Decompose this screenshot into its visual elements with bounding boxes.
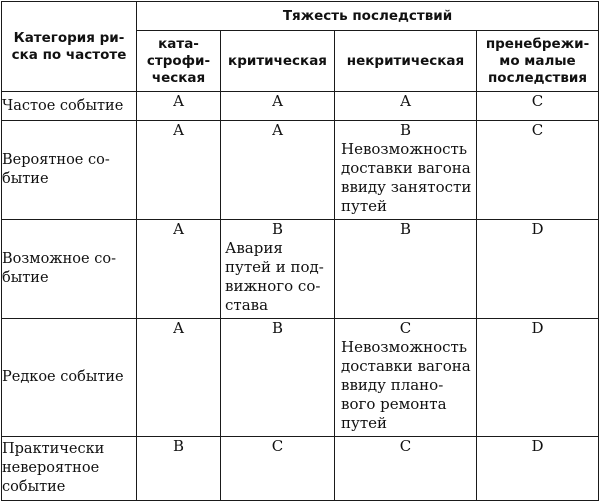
severity-header: Тяжесть последствий — [137, 2, 599, 31]
table-cell — [335, 437, 477, 501]
grade-value: A — [173, 92, 184, 110]
table-row-improbable — [2, 437, 599, 501]
cell-note: Невозможность доставки вагона ввиду занятости путей — [341, 140, 472, 215]
grade-value: D — [531, 319, 544, 337]
row-label: Редкое событие — [2, 319, 137, 437]
header-row-top — [2, 2, 599, 31]
grade-value: D — [531, 437, 544, 455]
grade-value: A — [272, 121, 283, 139]
category-header: Категория ри- ска по частоте — [2, 2, 137, 92]
grade-value: C — [399, 437, 412, 455]
grade-value: C — [271, 437, 284, 455]
grade-value: C — [531, 121, 544, 139]
table-cell — [335, 220, 477, 319]
table-cell — [477, 220, 599, 319]
table-cell — [137, 92, 221, 121]
grade-value: B — [399, 220, 412, 238]
col-header-negligible: пренебрежи- мо малые последствия — [477, 31, 599, 92]
table-cell — [221, 437, 335, 501]
table-cell — [221, 220, 335, 319]
grade-value: B — [271, 319, 284, 337]
grade-value: D — [531, 220, 544, 238]
table-cell — [221, 121, 335, 220]
cell-note: Невозможность доставки вагона ввиду плано- вого ремонта путей — [341, 338, 471, 432]
table-row-rare — [2, 319, 599, 437]
grade-value: B — [172, 437, 185, 455]
table-row-frequent — [2, 92, 599, 121]
table-cell — [137, 319, 221, 437]
table-cell — [221, 92, 335, 121]
table-cell — [137, 437, 221, 501]
risk-matrix-table — [1, 1, 599, 501]
grade-value: A — [173, 319, 184, 337]
table-cell — [335, 319, 477, 437]
grade-value: A — [173, 220, 184, 238]
table-cell — [137, 121, 221, 220]
grade-value: A — [272, 92, 283, 110]
table-cell — [477, 319, 599, 437]
grade-value: B — [399, 121, 412, 139]
col-header-noncritical: некритическая — [335, 31, 477, 92]
table-cell — [477, 121, 599, 220]
table-row-possible — [2, 220, 599, 319]
grade-value: B — [271, 220, 284, 238]
col-header-catastrophic: ката- строфи- ческая — [137, 31, 221, 92]
table-cell — [221, 319, 335, 437]
grade-value: C — [531, 92, 544, 110]
col-header-critical: критическая — [221, 31, 335, 92]
row-label: Практически невероятное событие — [2, 437, 137, 501]
row-label: Частое событие — [2, 92, 137, 121]
row-label: Возможное со- бытие — [2, 220, 137, 319]
table-cell — [335, 121, 477, 220]
grade-value: A — [400, 92, 411, 110]
table-cell — [477, 437, 599, 501]
table-cell — [137, 220, 221, 319]
row-label: Вероятное со- бытие — [2, 121, 137, 220]
grade-value: C — [399, 319, 412, 337]
cell-note: Авария путей и под- вижного со- става — [225, 239, 324, 314]
table-cell — [335, 92, 477, 121]
table-row-probable — [2, 121, 599, 220]
table-cell — [477, 92, 599, 121]
grade-value: A — [173, 121, 184, 139]
